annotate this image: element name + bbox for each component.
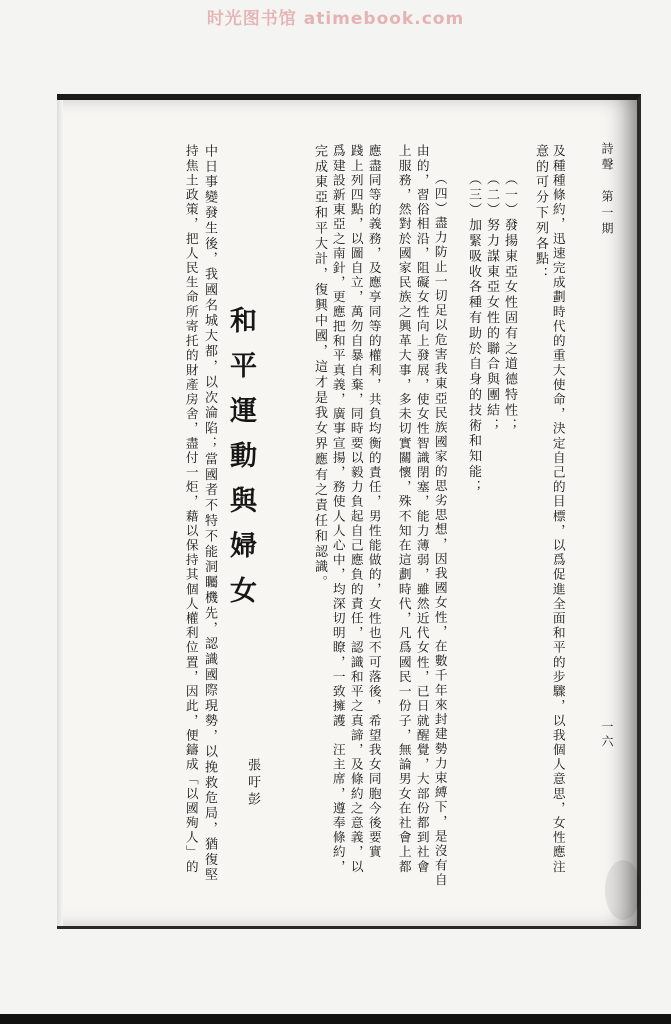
running-header-journal: 詩聲 第一期	[600, 142, 614, 238]
text-column: （三）加緊吸收各種有助於自身的技術和知能；	[466, 172, 481, 496]
scanned-page	[57, 94, 641, 929]
text-column: 由的，習俗相沿，阻礙女性向上發展，使女性智識閉塞，能力薄弱，雖然近代女性，已日就醒覺，大部份都到社會	[414, 144, 430, 875]
text-column: 爲建設新東亞之南針，更應把和平真義，廣事宣揚，務使人人心中，均深切明瞭，一致擁護 汪主席，遵奉條約，	[330, 144, 346, 875]
running-header-page-number: 一六	[600, 720, 614, 750]
article-author: 張吁彭	[245, 758, 260, 809]
text-column: （二）努力謀東亞女性的聯合與團結；	[484, 172, 499, 434]
text-column: 上服務，然對於國家民族之興革大事，多未切實關懷，殊不知在這劃時代，凡爲國民一份子，無論男女在社會上都	[396, 144, 412, 875]
page-edge	[57, 100, 63, 926]
watermark-text: 时光图书馆 atimebook.com	[206, 9, 465, 29]
text-column: 中日事變發生後，我國名城大都，以次淪陷；當國者不特不能洞矚機先，認識國際現勢，以挽救危局，猶復堅	[202, 144, 217, 884]
text-column: 持焦土政策，把人民生命所寄托的財產房舍，盡付一炬，藉以保持其個人權利位置，因此，便鑄成「以國殉人」的	[183, 144, 199, 875]
scan-bottom-border	[0, 1014, 671, 1024]
text-column: 完成東亞和平大計，復興中國，這才是我女界應有之責任和認識。	[312, 144, 327, 591]
text-column: 踐上列四點，以圖自立，萬勿自暴自棄，同時要以毅力負起自己應負的責任，認識和平之真諦，及條約之意義，以	[348, 144, 364, 875]
text-column: （一）發揚東亞女性固有之道德特性；	[502, 172, 517, 434]
text-column: 及種種條約，迅速完成劃時代的重大使命，決定自己的目標，以爲促進全面和平的步驟，以我個人意思，女性應注	[550, 144, 566, 875]
scan-shadow	[605, 860, 641, 920]
article-title: 和平運動與婦女	[225, 306, 256, 621]
text-column: （四）盡力防止一切足以危害我東亞民族國家的思劣思想，因我國女性，在數千年來封建勢力束縛下，是沒有自	[432, 172, 448, 888]
text-column: 應盡同等的義務，及應享同等的權利，共負均衡的責任，男性能做的，女性也不可落後，希望我女同胞今後要實	[366, 144, 382, 860]
text-column: 意的可分下列各點：	[533, 144, 548, 283]
